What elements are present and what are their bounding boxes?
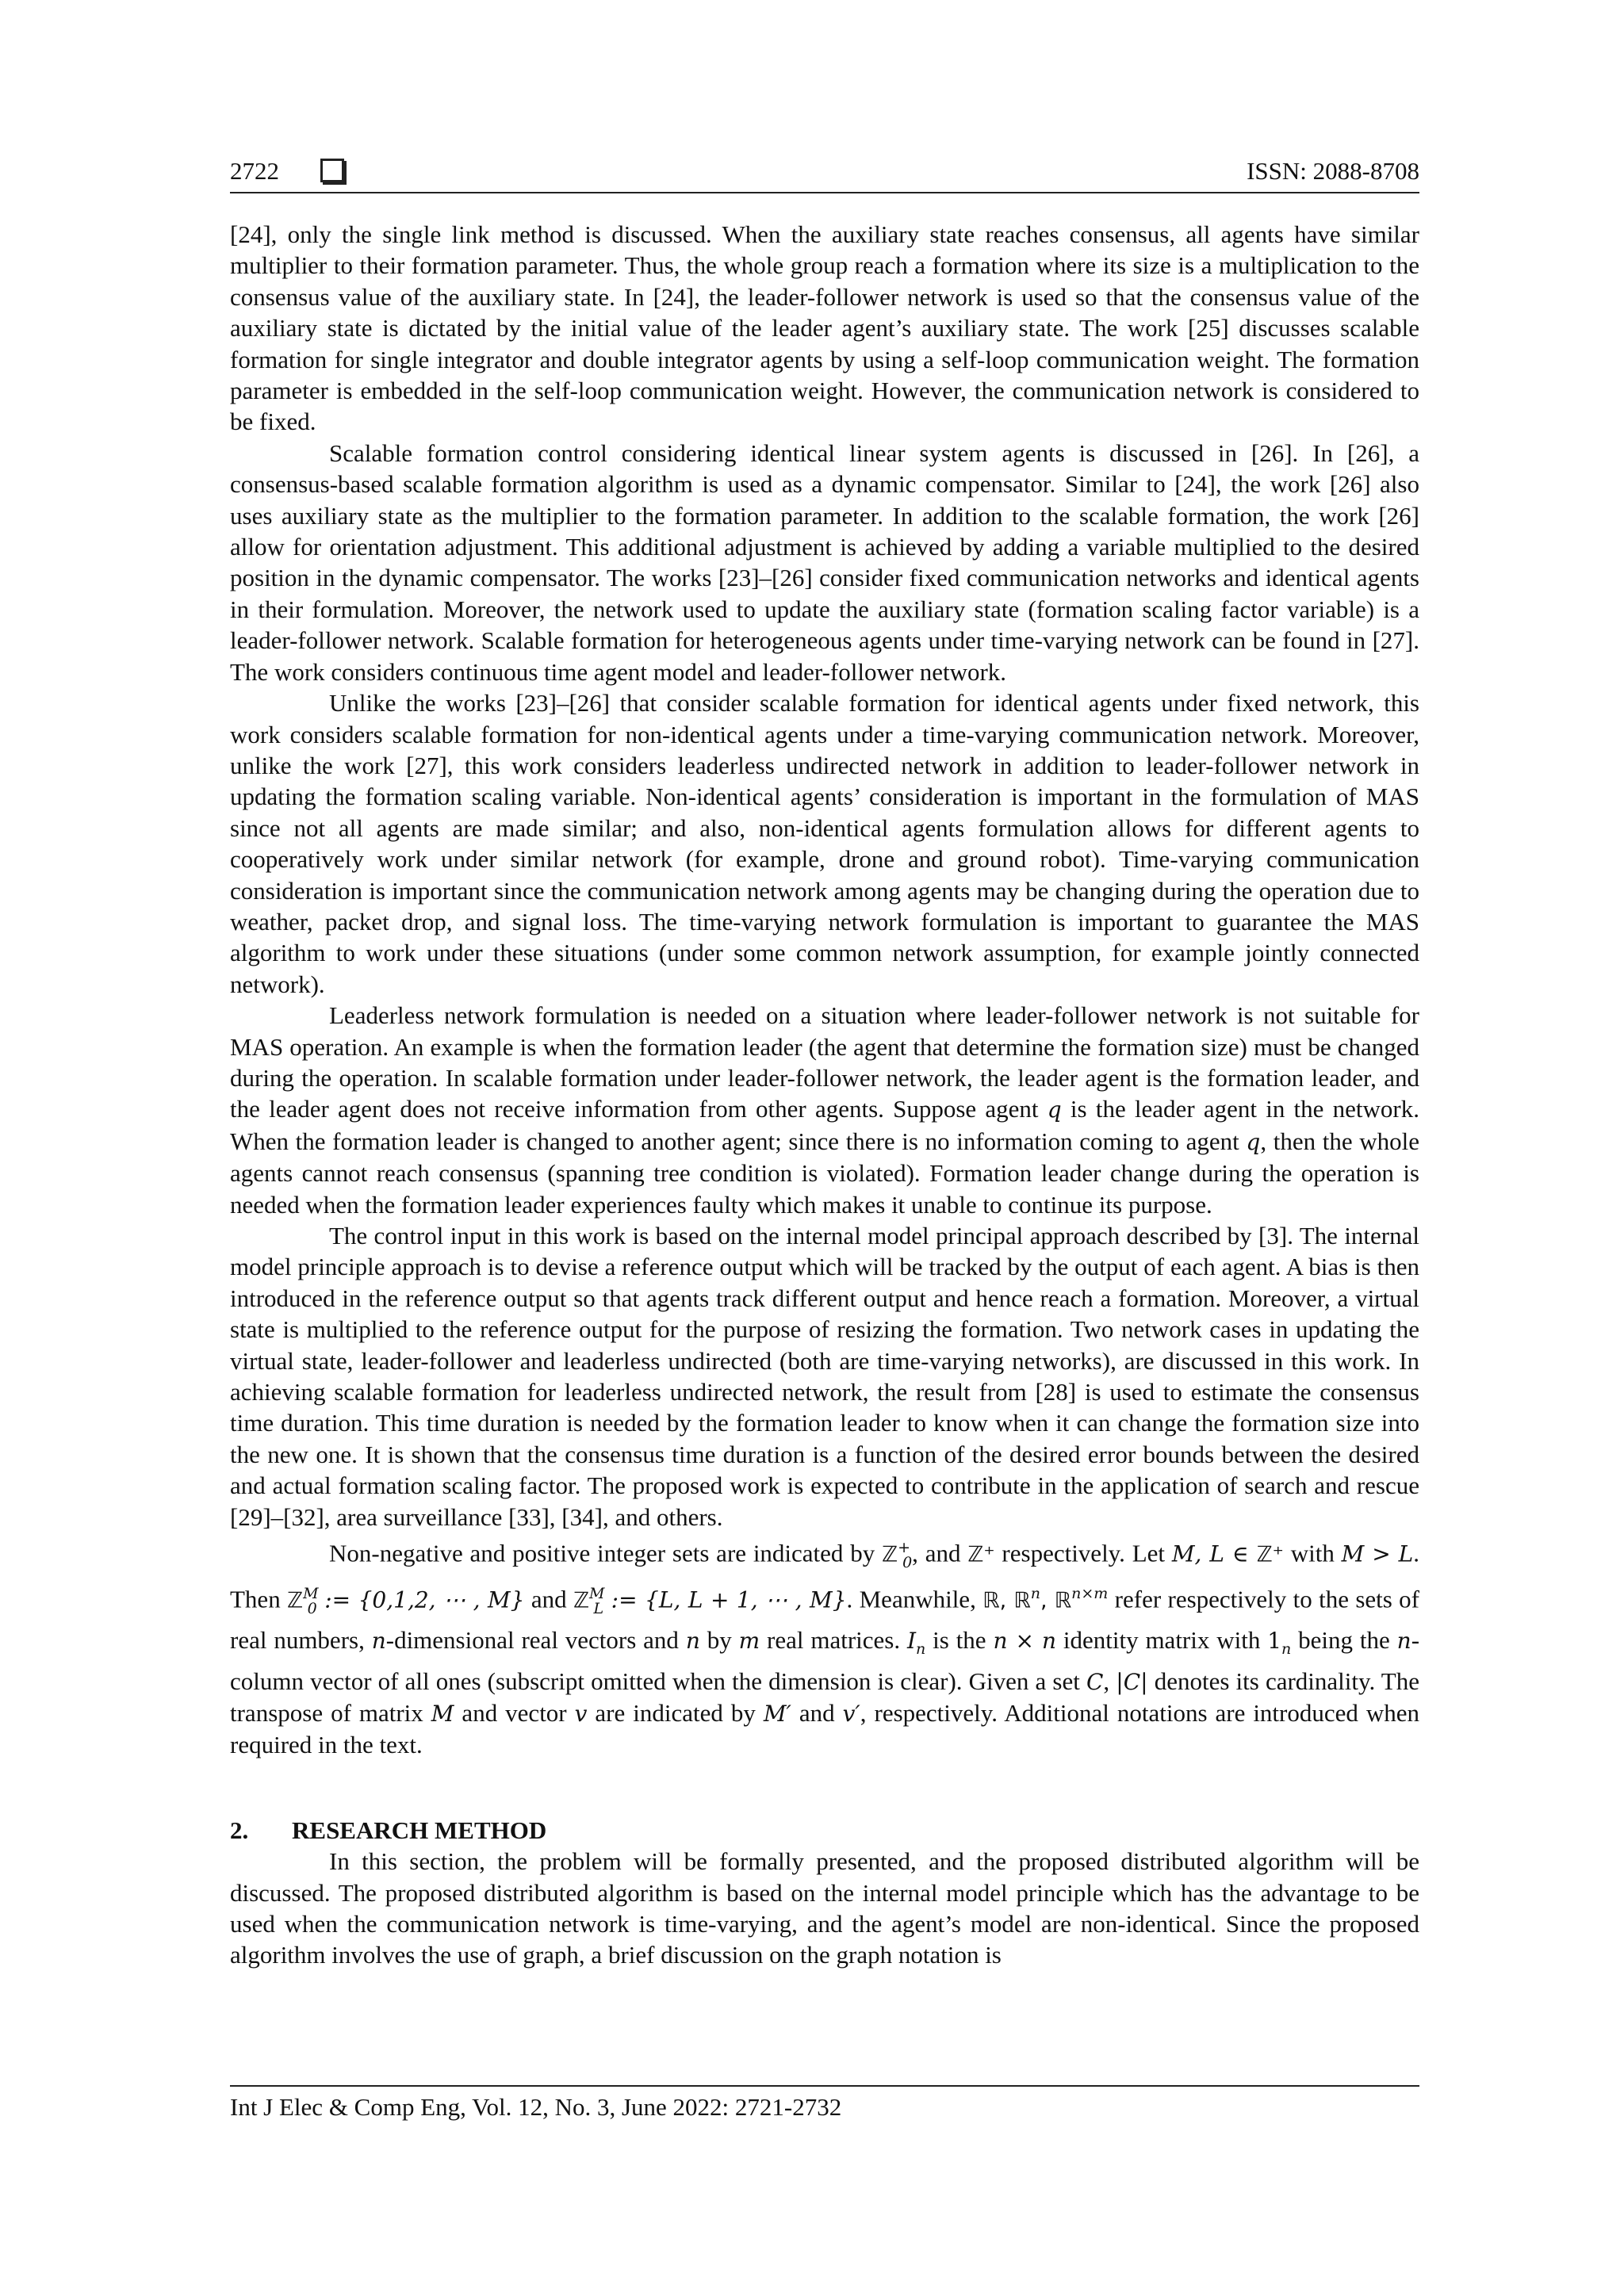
math-zplus: ℤ⁺ bbox=[1256, 1542, 1284, 1567]
math: := {0,1,2, ⋯ , M} bbox=[316, 1586, 525, 1613]
math: v bbox=[574, 1700, 588, 1727]
math-q: q bbox=[1246, 1128, 1261, 1155]
math-z: ℤ bbox=[287, 1588, 304, 1613]
paragraph-2: Scalable formation control considering identical linear system agents is discussed in [26]. In [26], a consensus-based scalable formation algorithm is used as a dynamic compensator. Similar to [24], the work [26] also uses auxiliary state as the multiplier to the formation parameter. In addition to the scalable formation, the work [26] allow for orientation adjustment. This additional adjustment is achieved by adding a variable multiplied to the desired position in the dynamic compensator. The works [23]–[26] consider fixed communication networks and identical agents in their formulation. Moreover, the network used to update the auxiliary state (formation scaling factor variable) is a leader-follower network. Scalable formation for heterogeneous agents under time-varying network can be found in [27]. The work considers continuous time agent model and leader-follower network. bbox=[230, 438, 1419, 686]
text: is the bbox=[925, 1625, 994, 1654]
text: , and bbox=[912, 1539, 968, 1567]
math: M′ bbox=[763, 1700, 791, 1727]
math: M bbox=[431, 1700, 454, 1727]
journal-citation: Int J Elec & Comp Eng, Vol. 12, No. 3, June 2022: 2721-2732 bbox=[230, 2093, 842, 2121]
math-sub: L bbox=[593, 1599, 604, 1617]
paragraph-4-part-c: , then the whole agents cannot reach consensus (spanning tree condition is violated). Formation leader change during the operation is needed when the formation leader experiences faulty which makes it unable to continue its purpose. bbox=[230, 1127, 1419, 1219]
text: real matrices. bbox=[760, 1625, 907, 1654]
text: , bbox=[1103, 1667, 1116, 1695]
math: n bbox=[685, 1627, 700, 1654]
paragraph-4 bbox=[230, 1000, 1419, 1220]
math-sup: n bbox=[1030, 1584, 1040, 1602]
math: n bbox=[371, 1627, 386, 1654]
text: -dimensional real vectors and bbox=[385, 1625, 686, 1654]
math-sub: 0 bbox=[307, 1599, 317, 1617]
section-title: RESEARCH METHOD bbox=[292, 1816, 547, 1844]
square-icon bbox=[320, 159, 344, 182]
text: respectively. Let bbox=[994, 1539, 1172, 1567]
math-sub: n bbox=[1281, 1640, 1292, 1659]
text: denotes its cardinality. The transpose of matrix bbox=[230, 1667, 1419, 1727]
math-sup: + bbox=[898, 1539, 911, 1557]
math: |C| bbox=[1116, 1668, 1148, 1695]
math-sub: 0 bbox=[902, 1553, 913, 1571]
math: := {L, L + 1, ⋯ , M} bbox=[603, 1586, 847, 1613]
issn: ISSN: 2088-8708 bbox=[1247, 157, 1419, 185]
text: are indicated by bbox=[587, 1698, 764, 1727]
paragraph-4-part-b: is the leader agent in the network. When the formation leader is changed to another agent; since there is no information coming to agent bbox=[230, 1095, 1419, 1155]
page-body bbox=[230, 219, 1419, 1971]
math: n bbox=[1396, 1627, 1411, 1654]
math-reals: ℝ, ℝ bbox=[982, 1588, 1031, 1613]
math-zplus: ℤ⁺ bbox=[967, 1542, 995, 1567]
paragraph-5: The control input in this work is based on the internal model principal approach described by [3]. The internal model principle approach is to devise a reference output which will be tracked by the output of each agent. A bias is then introduced in the reference output so that agents track different output and hence reach a formation. Moreover, a virtual state is multiplied to the reference output for the purpose of resizing the formation. Two network cases in updating the virtual state, leader-follower and leaderless undirected (both are time-varying networks), are discussed in this work. In achieving scalable formation for leaderless undirected network, the result from [28] is used to estimate the consensus time duration. This time duration is needed by the formation leader to know when it can change the formation size into the new one. It is shown that the consensus time duration is a function of the desired error bounds between the desired and actual formation scaling factor. The proposed work is expected to contribute in the application of search and rescue [29]–[32], area surveillance [33], [34], and others. bbox=[230, 1222, 1419, 1531]
math-q: q bbox=[1047, 1096, 1062, 1123]
math: M > L bbox=[1341, 1540, 1414, 1567]
paragraph-research-method: In this section, the problem will be formally presented, and the proposed distributed algorithm will be discussed. The proposed distributed algorithm is based on the internal model principle which has the advantage to be used when the communication network is time-varying, and the agent’s model are non-identical. Since the proposed algorithm involves the use of graph, a brief discussion on the graph notation is bbox=[230, 1847, 1419, 1969]
text: being the bbox=[1291, 1625, 1397, 1654]
page-header bbox=[230, 155, 1419, 193]
text: and vector bbox=[454, 1698, 575, 1727]
math: M, L ∈ bbox=[1171, 1540, 1257, 1567]
text: with bbox=[1283, 1539, 1342, 1567]
math: 1 bbox=[1267, 1627, 1282, 1654]
section-heading bbox=[230, 1815, 1419, 1846]
text: -column vector of all ones (subscript omitted when the dimension is clear). Given a set bbox=[230, 1625, 1420, 1695]
math: C bbox=[1086, 1668, 1104, 1695]
paragraph-1: [24], only the single link method is discussed. When the auxiliary state reaches consensus, all agents have similar multiplier to their formation parameter. Thus, the whole group reach a formation where its size is a multiplication to the consensus value of the auxiliary state. In [24], the leader-follower network is used so that the consensus value of the auxiliary state is dictated by the initial value of the leader agent’s auxiliary state. The work [25] discusses scalable formation for single integrator and double integrator agents by using a self-loop communication weight. The formation parameter is embedded in the self-loop communication weight. However, the communication network is considered to be fixed. bbox=[230, 220, 1419, 436]
paragraph-4-part-a: Leaderless network formulation is needed on a situation where leader-follower network is not suitable for MAS operation. An example is when the formation leader (the agent that determine the formation size) must be changed during the operation. In scalable formation under leader-follower network, the leader agent is the formation leader, and the leader agent does not receive information from other agents. Suppose agent bbox=[230, 1001, 1419, 1123]
math-sub: n bbox=[916, 1640, 926, 1659]
text: . Then bbox=[230, 1539, 1420, 1613]
text: by bbox=[699, 1625, 739, 1654]
page-footer bbox=[230, 2085, 1419, 2122]
text: . Meanwhile, bbox=[846, 1585, 983, 1613]
math: v′ bbox=[842, 1700, 860, 1727]
math-z: ℤ bbox=[882, 1542, 898, 1567]
text: and bbox=[524, 1585, 573, 1613]
math-sup: M bbox=[303, 1584, 319, 1602]
section-number: 2. bbox=[230, 1816, 249, 1844]
math-z: ℤ bbox=[573, 1588, 590, 1613]
text: refer respectively to the sets of real numbers, bbox=[230, 1585, 1419, 1654]
math-sup: n×m bbox=[1071, 1584, 1109, 1602]
text: Non-negative and positive integer sets are indicated by bbox=[329, 1539, 883, 1567]
text: , respectively. Additional notations are introduced when required in the text. bbox=[230, 1698, 1420, 1759]
paragraph-notation bbox=[230, 1533, 1419, 1761]
math: n × n bbox=[993, 1627, 1056, 1654]
text: and bbox=[791, 1698, 843, 1727]
page-number: 2722 bbox=[230, 157, 279, 185]
paragraph-3: Unlike the works [23]–[26] that consider scalable formation for identical agents under fixed network, this work considers scalable formation for non-identical agents under a time-varying communication network. Moreover, unlike the work [27], this work considers leaderless undirected network in addition to leader-follower network in updating the formation scaling variable. Non-identical agents’ consideration is important in the formulation of MAS since not all agents are made similar; and also, non-identical agents formulation allows for different agents to cooperatively work under similar network (for example, drone and ground robot). Time-varying communication consideration is important since the communication network among agents may be changing during the operation due to weather, packet drop, and signal loss. The time-varying network formulation is important to guarantee the MAS algorithm to work under these situations (under some common network assumption, for example jointly connected network). bbox=[230, 689, 1419, 998]
math-reals: , ℝ bbox=[1040, 1588, 1072, 1613]
math: I bbox=[906, 1627, 917, 1654]
math-sup: M bbox=[589, 1584, 605, 1602]
math: m bbox=[738, 1627, 760, 1654]
text: identity matrix with bbox=[1056, 1625, 1268, 1654]
